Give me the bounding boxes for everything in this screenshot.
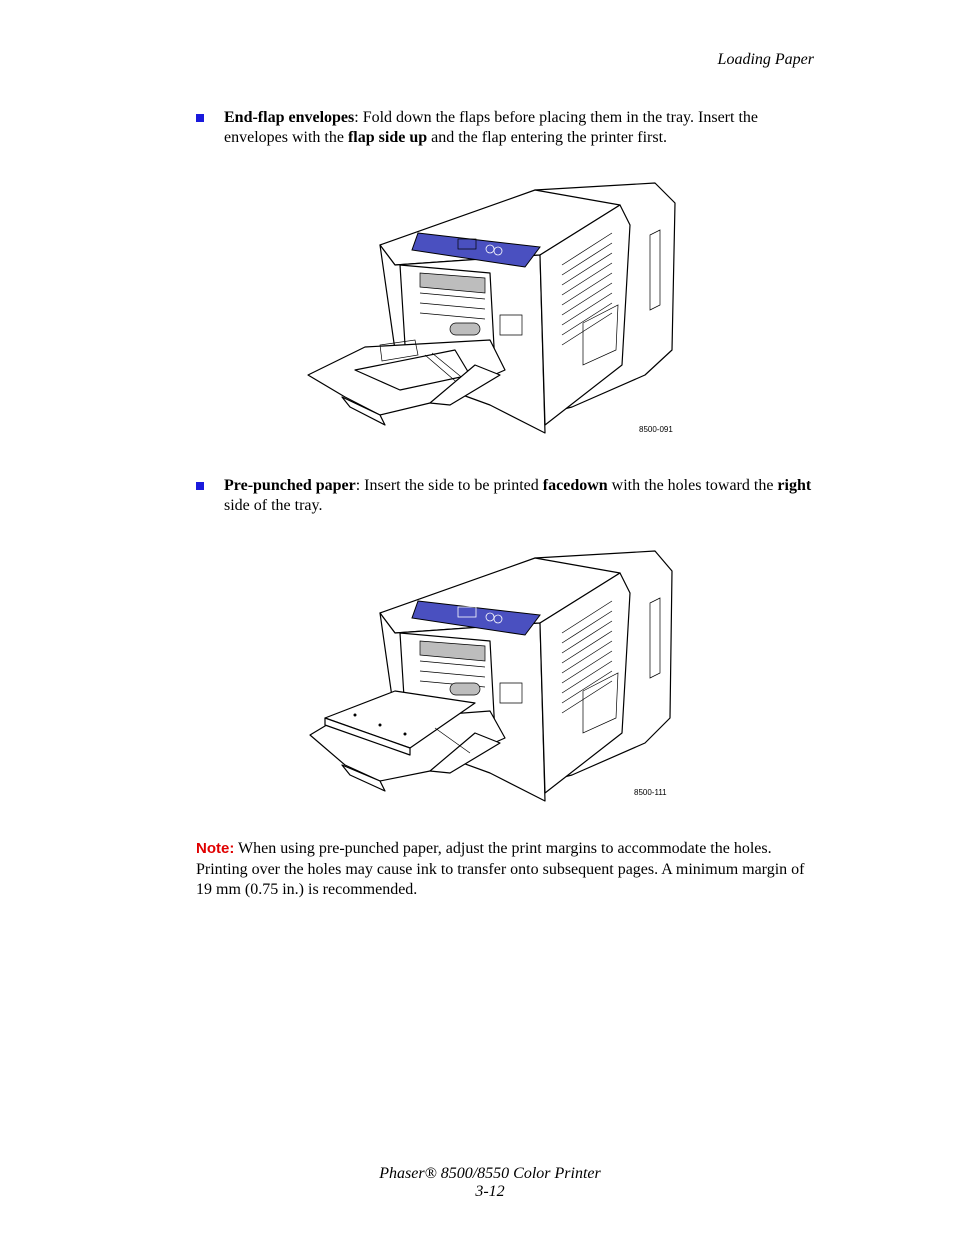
square-bullet-icon	[196, 482, 204, 490]
note-paragraph	[196, 839, 821, 901]
footer-page-number: 3-12	[475, 1183, 505, 1200]
bullet-text-part: : Insert the side to be printed	[355, 477, 543, 494]
square-bullet-icon	[196, 114, 204, 122]
printer-envelope-illustration	[300, 175, 680, 437]
bullet-emphasis: flap side up	[347, 129, 428, 146]
note-label: Note:	[196, 840, 235, 857]
footer-product: Phaser® 8500/8550 Color Printer	[379, 1165, 601, 1182]
printer-pre-punched-illustration	[300, 543, 680, 805]
bullet-text-part: : Fold down the flaps before placing them in the tray. Insert the envelopes with the	[224, 109, 758, 146]
bullet-text	[224, 476, 816, 516]
bullet-text-part: and the flap entering the printer first.	[427, 129, 668, 146]
bullet-text	[224, 108, 816, 148]
note-text: When using pre-punched paper, adjust the print margins to accommodate the holes. Printing over the holes may cause ink to transfer onto subsequent pages. A minimum margin of 19 mm (0.75 in.) is recommended.	[196, 840, 805, 898]
running-header: Loading Paper	[717, 51, 814, 68]
bullet-text-part: with the holes toward the	[607, 477, 778, 494]
bullet-lead: End-flap envelopes	[224, 109, 355, 126]
bullet-end-flap-envelopes	[196, 108, 816, 148]
bullet-lead: Pre-punched paper	[224, 477, 356, 494]
figure-code: 8500-111	[634, 788, 667, 797]
bullet-emphasis: right	[777, 477, 812, 494]
bullet-emphasis: facedown	[542, 477, 608, 494]
bullet-text-part: side of the tray.	[224, 497, 323, 514]
bullet-pre-punched-paper	[196, 476, 816, 516]
figure-code: 8500-091	[639, 425, 673, 434]
